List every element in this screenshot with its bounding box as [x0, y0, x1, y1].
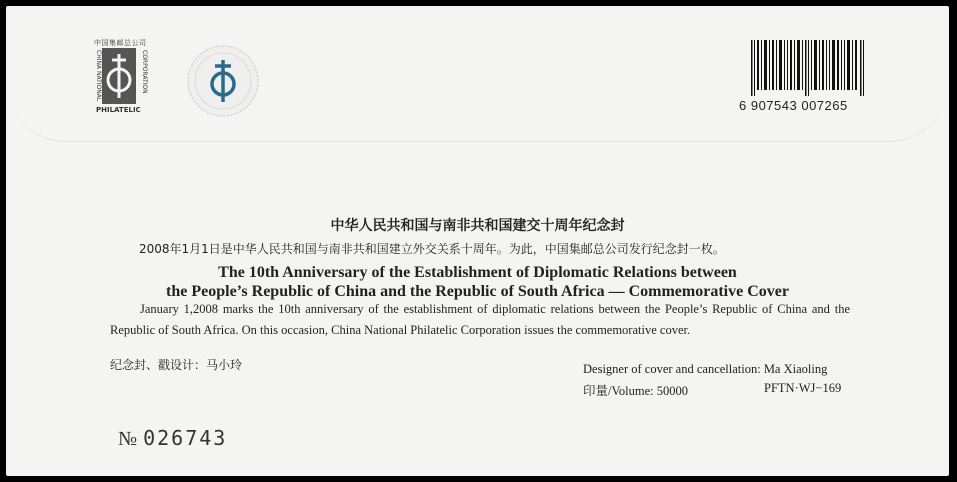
title-chinese: 中华人民共和国与南非共和国建交十周年纪念封 [330, 218, 625, 234]
logo-top-text: 中国集邮总公司 [94, 39, 147, 47]
serial-prefix: № [118, 428, 138, 450]
phi-logo-icon [102, 48, 136, 104]
corporation-seal-icon [186, 44, 260, 118]
serial-number [118, 426, 227, 451]
title-english [6, 263, 949, 301]
volume-chinese: 印量 [583, 383, 609, 398]
logo-left-text: CHINA NATIONAL [95, 50, 102, 102]
volume [583, 381, 688, 399]
pftn-code: PFTN·WJ−169 [764, 381, 842, 395]
title-english-line-1: The 10th Anniversary of the Establishment of Diplomatic Relations between [218, 264, 737, 281]
barcode-number: 6 907543 007265 [739, 98, 848, 113]
description-english: January 1,2008 marks the 10th anniversary of the establishment of diplomatic relations between the People’s Republic of China and the Republic of South Africa. On this occasion, China National Philatelic Corporation issues the commemorative cover. [110, 302, 850, 337]
cnpc-logo [92, 38, 158, 118]
serial-digits: 026743 [143, 426, 228, 450]
barcode [739, 40, 869, 114]
title-english-line-2: the People’s Republic of China and the Republic of South Africa — Commemorative Cover [166, 283, 789, 300]
designer-chinese: 纪念封、戳设计：马小玲 [110, 358, 243, 372]
envelope-back [6, 6, 949, 476]
volume-english: /Volume: 50000 [608, 384, 688, 398]
logo-right-text: CORPORATION [141, 50, 148, 94]
barcode-bars [751, 40, 865, 96]
description-chinese: 2008年1月1日是中华人民共和国与南非共和国建立外交关系十周年。为此，中国集邮总公司发行纪念封一枚。 [139, 242, 725, 256]
designer-english: Designer of cover and cancellation: Ma Xiaoling [583, 362, 828, 376]
logo-bottom-text: PHILATELIC [96, 106, 141, 114]
